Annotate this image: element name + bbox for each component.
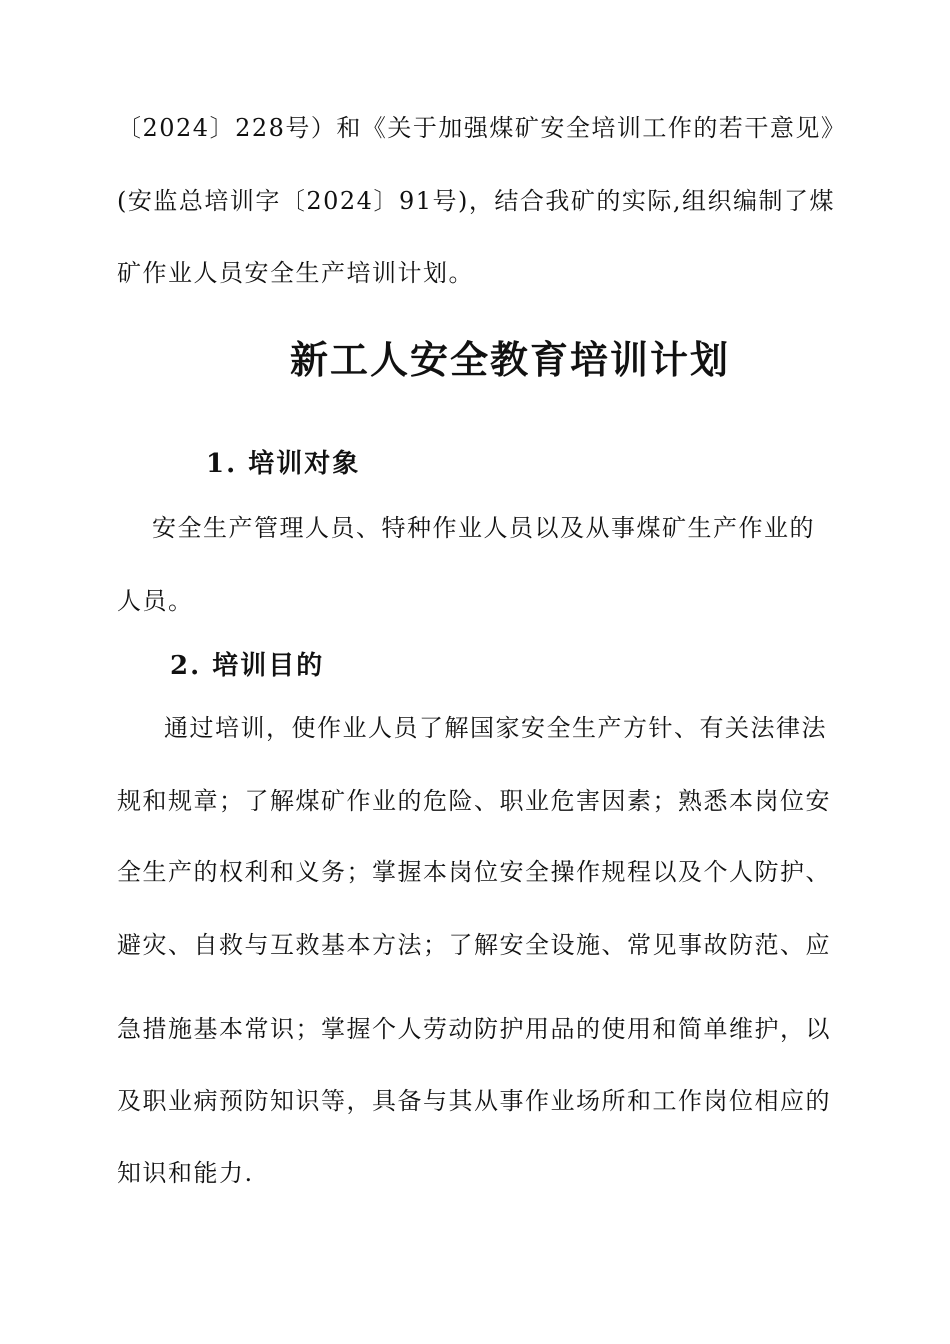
section-2-line-3: 全生产的权利和义务；掌握本岗位安全操作规程以及个人防护、 bbox=[117, 858, 831, 886]
intro-line-3: 矿作业人员安全生产培训计划。 bbox=[117, 259, 474, 287]
section-2-line-5: 急措施基本常识；掌握个人劳动防护用品的使用和简单维护，以 bbox=[117, 1015, 831, 1043]
section-2-line-2: 规和规章；了解煤矿作业的危险、职业危害因素；熟悉本岗位安 bbox=[117, 787, 831, 815]
intro-line-2: (安监总培训字〔2024〕91号)，结合我矿的实际,组织编制了煤 bbox=[117, 187, 835, 215]
section-1-heading: 1. 培训对象 bbox=[206, 449, 361, 479]
section-2-line-4: 避灾、自救与互救基本方法；了解安全设施、常见事故防范、应 bbox=[117, 931, 831, 959]
section-2-heading: 2. 培训目的 bbox=[170, 651, 325, 681]
section-1-line-2: 人员。 bbox=[117, 587, 194, 615]
section-1-line-1: 安全生产管理人员、特种作业人员以及从事煤矿生产作业的 bbox=[152, 514, 815, 542]
section-2-line-7: 知识和能力. bbox=[117, 1159, 254, 1187]
intro-line-1: 〔2024〕228号）和《关于加强煤矿安全培训工作的若干意见》 bbox=[117, 114, 847, 142]
document-title: 新工人安全教育培训计划 bbox=[289, 337, 730, 382]
section-2-line-6: 及职业病预防知识等，具备与其从事作业场所和工作岗位相应的 bbox=[117, 1087, 831, 1115]
section-2-line-1: 通过培训，使作业人员了解国家安全生产方针、有关法律法 bbox=[164, 714, 827, 742]
